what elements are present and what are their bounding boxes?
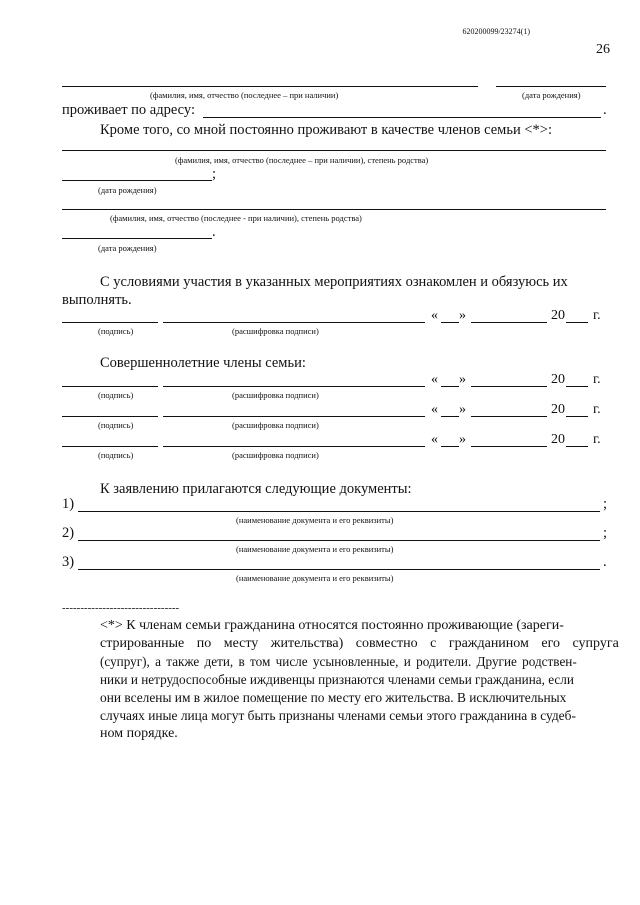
adult-1-quote-close: » [459,372,466,387]
family-member-2-name-line[interactable] [62,209,606,210]
adult-3-month-line[interactable] [471,446,547,447]
adult-2-signature-line[interactable] [62,416,158,417]
agreement-signature-line[interactable] [62,322,158,323]
adult-2-quote-close: » [459,402,466,417]
adult-3-quote-open: « [431,432,438,447]
document-id: 620200099/23274(1) [462,27,530,36]
adult-1-month-line[interactable] [471,386,547,387]
agreement-day-line[interactable] [441,322,459,323]
adult-2-caption-signature: (подпись) [98,420,134,430]
adult-1-signature-line[interactable] [62,386,158,387]
agreement-quote-open: « [431,308,438,323]
document-2-caption: (наименование документа и его реквизиты) [236,544,394,554]
address-end: . [603,102,607,118]
adult-3-year-prefix: 20 [551,432,565,447]
footnote-line-1: <*> К членам семьи гражданина относятся постоянно проживающие (зареги- [100,618,564,633]
adult-1-caption-decoding: (расшифровка подписи) [232,390,319,400]
documents-title: К заявлению прилагаются следующие документы: [100,481,412,497]
adult-2-day-line[interactable] [441,416,459,417]
adult-3-caption-signature: (подпись) [98,450,134,460]
agreement-caption-decoding: (расшифровка подписи) [232,326,319,336]
document-1-end: ; [603,496,608,512]
family-intro: Кроме того, со мной постоянно проживают в качестве членов семьи <*>: [100,122,552,138]
agreement-year-line[interactable] [566,322,588,323]
adult-1-caption-signature: (подпись) [98,390,134,400]
adult-3-caption-decoding: (расшифровка подписи) [232,450,319,460]
adults-title: Совершеннолетние члены семьи: [100,355,306,371]
adult-2-year-prefix: 20 [551,402,565,417]
family-member-2-end: . [212,224,216,240]
agreement-quote-close: » [459,308,466,323]
agreement-caption-signature: (подпись) [98,326,134,336]
adult-2-quote-open: « [431,402,438,417]
adult-3-day-line[interactable] [441,446,459,447]
adult-2-year-line[interactable] [566,416,588,417]
adult-3-signature-line[interactable] [62,446,158,447]
agreement-year-suffix: г. [593,308,601,323]
document-3-line[interactable] [78,569,600,570]
caption-name: (фамилия, имя, отчество (последнее – при наличии) [150,90,339,100]
adult-3-year-suffix: г. [593,432,601,447]
adult-1-day-line[interactable] [441,386,459,387]
footnote-line-3: (супруг), а также дети, в том числе усыновленные, и родители. Другие родствен- [100,654,577,669]
adult-2-caption-decoding: (расшифровка подписи) [232,420,319,430]
adult-1-year-prefix: 20 [551,372,565,387]
footnote-line-6: случаях иные лица могут быть признаны членами семьи этого гражданина в судеб- [100,708,576,723]
adult-1-decoding-line[interactable] [163,386,425,387]
family-member-1-name-line[interactable] [62,150,606,151]
adult-2-decoding-line[interactable] [163,416,425,417]
adult-2-year-suffix: г. [593,402,601,417]
adult-1-year-line[interactable] [566,386,588,387]
applicant-name-line[interactable] [62,86,478,87]
caption-birth-1: (дата рождения) [98,185,157,195]
document-2-number: 2) [62,525,75,541]
adult-1-year-suffix: г. [593,372,601,387]
applicant-birth-line[interactable] [496,86,606,87]
document-1-number: 1) [62,496,75,512]
document-2-line[interactable] [78,540,600,541]
agreement-text-line2: выполнять. [62,292,132,308]
footnote-separator: -------------------------------- [62,602,180,614]
agreement-month-line[interactable] [471,322,547,323]
document-3-number: 3) [62,554,75,570]
adult-3-year-line[interactable] [566,446,588,447]
page-number: 26 [596,42,610,57]
adult-3-quote-close: » [459,432,466,447]
caption-name-relation-1: (фамилия, имя, отчество (последнее – при наличии), степень родства) [175,155,429,165]
family-member-1-end: ; [212,166,217,182]
adult-1-quote-open: « [431,372,438,387]
address-line[interactable] [203,117,601,118]
document-1-caption: (наименование документа и его реквизиты) [236,515,394,525]
footnote-line-4: ники и нетрудоспособные иждивенцы признаются членами семьи гражданина, если [100,672,574,687]
document-3-end: . [603,554,607,570]
adult-2-month-line[interactable] [471,416,547,417]
document-3-caption: (наименование документа и его реквизиты) [236,573,394,583]
footnote-line-5: они вселены им в жилое помещение по месту его жительства. В исключительных [100,690,567,705]
caption-birth: (дата рождения) [522,90,581,100]
document-1-line[interactable] [78,511,600,512]
family-member-2-birth-line[interactable] [62,238,212,239]
family-member-1-birth-line[interactable] [62,180,212,181]
footnote-line-2: стрированные по месту жительства) совместно с гражданином его супруга [100,636,619,651]
agreement-decoding-line[interactable] [163,322,425,323]
caption-birth-2: (дата рождения) [98,243,157,253]
agreement-text-line1: С условиями участия в указанных мероприятиях ознакомлен и обязуюсь их [100,274,568,290]
document-2-end: ; [603,525,608,541]
agreement-year-prefix: 20 [551,308,565,323]
caption-name-relation-2: (фамилия, имя, отчество (последнее - при наличии), степень родства) [110,213,362,223]
footnote-line-7: ном порядке. [100,726,178,741]
adult-3-decoding-line[interactable] [163,446,425,447]
address-label: проживает по адресу: [62,102,195,118]
